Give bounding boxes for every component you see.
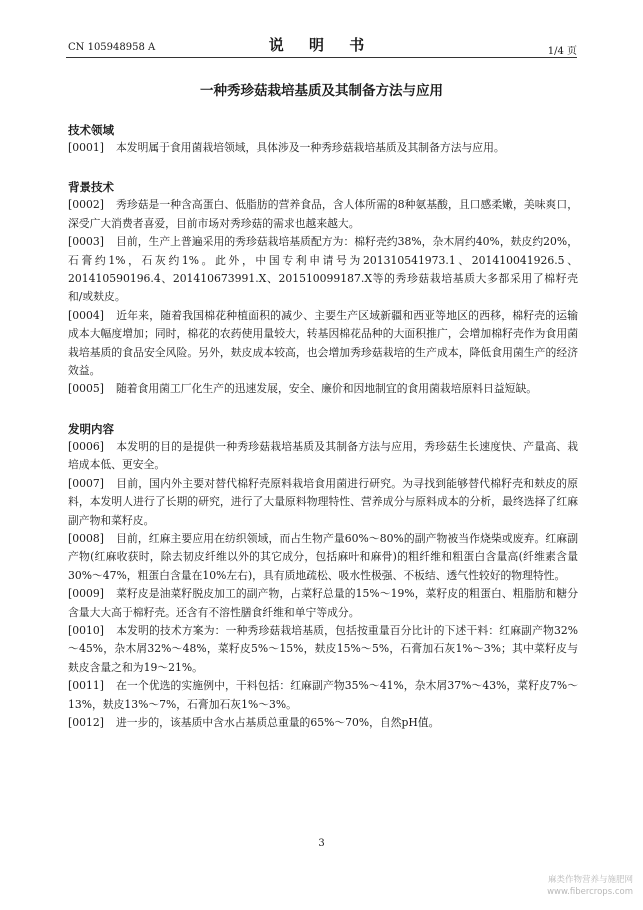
watermark [547, 874, 633, 898]
watermark-url: www.fibercrops.com [547, 887, 633, 897]
paragraph-number: [0004] [68, 308, 104, 322]
paragraph [68, 196, 578, 233]
paragraph [68, 438, 578, 475]
paragraph-text: 在一个优选的实施例中，干料包括：红麻副产物35%～41%，杂木屑37%～43%，菜籽皮7%～13%，麸皮13%～7%，石膏加石灰1%～3%。 [68, 679, 578, 711]
paragraph-text: 秀珍菇是一种含高蛋白、低脂肪的营养食品，含人体所需的8种氨基酸，且口感柔嫩，美味爽口，深受广大消费者喜爱，目前市场对秀珍菇的需求也越来越大。 [68, 198, 578, 230]
doc-type-label: 说 明 书 [268, 36, 375, 54]
publication-number: CN 105948958 A [68, 42, 156, 53]
section-summary [68, 420, 578, 733]
paragraph-number: [0011] [68, 679, 104, 693]
paragraph [68, 622, 578, 677]
paragraph-number: [0003] [68, 235, 104, 249]
paragraph [68, 475, 578, 530]
section-technical-field [68, 121, 578, 157]
paragraph-text: 目前，生产上普遍采用的秀珍菇栽培基质配方为：棉籽壳约38%，杂木屑约40%，麸皮约20%，石膏约1%，石灰约1%。此外，中国专利申请号为201310541973.1、201410041926.5、201410590196.4、201410673991.X、201510099187.X等的秀珍菇栽培基质大多都采用了棉籽壳和/或麸皮。 [68, 235, 578, 304]
paragraph-text: 目前，红麻主要应用在纺织领域，而占生物产量60%～80%的副产物被当作烧柴或废弃。红麻副产物(红麻收获时，除去韧皮纤维以外的其它成分，包括麻叶和麻骨)的粗纤维和粗蛋白含量高(纤维素含量30%～47%，粗蛋白含量在10%左右)，具有质地疏松、吸水性极强、不板结、透气性较好的物理特性。 [68, 531, 578, 582]
paragraph [68, 530, 578, 585]
paragraph [68, 677, 578, 714]
paragraph-number: [0012] [68, 715, 104, 729]
paragraph-number: [0010] [68, 623, 104, 637]
paragraph [68, 585, 578, 622]
paragraph [68, 139, 578, 157]
paragraph-number: [0002] [68, 198, 104, 212]
paragraph-number: [0006] [68, 439, 104, 453]
paragraph-text: 菜籽皮是油菜籽脱皮加工的副产物，占菜籽总量的15%～19%，菜籽皮的粗蛋白、粗脂肪和糖分含量大大高于棉籽壳。还含有不溶性膳食纤维和单宁等成分。 [68, 587, 578, 619]
section-heading: 技术领域 [68, 123, 114, 137]
paragraph [68, 714, 578, 732]
paragraph-number: [0007] [68, 476, 104, 490]
paragraph-text: 随着食用菌工厂化生产的迅速发展，安全、廉价和因地制宜的食用菌栽培原料日益短缺。 [116, 382, 538, 396]
paragraph [68, 307, 578, 381]
paragraph [68, 233, 578, 307]
paragraph-text: 本发明的技术方案为：一种秀珍菇栽培基质，包括按重量百分比计的下述干料：红麻副产物32%～45%，杂木屑32%～48%，菜籽皮5%～15%，麸皮15%～5%，石膏加石灰1%～3%；其中菜籽皮与麸皮含量之和为19～21%。 [68, 623, 578, 674]
paragraph-number: [0009] [68, 587, 104, 601]
document-body [68, 121, 578, 732]
header-divider [66, 57, 577, 58]
section-heading: 发明内容 [68, 421, 114, 436]
document-title: 一种秀珍菇栽培基质及其制备方法与应用 [200, 83, 443, 99]
paragraph-text: 目前，国内外主要对替代棉籽壳原料栽培食用菌进行研究。为寻找到能够替代棉籽壳和麸皮的原料，本发明人进行了长期的研究，进行了大量原料物理特性、营养成分与原料成本的分析，最终选择了红麻副产物和菜籽皮。 [68, 476, 578, 527]
paragraph-number: [0005] [68, 382, 104, 396]
paragraph-text: 进一步的，该基质中含水占基质总重量的65%～70%，自然pH值。 [116, 715, 440, 729]
watermark-line: 麻类作物营养与施肥网 [547, 875, 633, 885]
page-indicator: 1/4 页 [547, 46, 577, 57]
paragraph-text: 本发明的目的是提供一种秀珍菇栽培基质及其制备方法与应用，秀珍菇生长速度快、产量高、栽培成本低、更安全。 [68, 439, 578, 472]
paragraph-number: [0001] [68, 141, 104, 154]
paragraph-number: [0008] [68, 531, 104, 545]
paragraph-text: 本发明属于食用菌栽培领域，具体涉及一种秀珍菇栽培基质及其制备方法与应用。 [116, 141, 505, 154]
page-number: 3 [318, 838, 325, 849]
section-heading: 背景技术 [68, 180, 114, 195]
page-header [0, 0, 643, 60]
paragraph [68, 380, 578, 398]
paragraph-text: 近年来，随着我国棉花种植面积的减少、主要生产区域新疆和西亚等地区的西移，棉籽壳的运输成本大幅度增加；同时，棉花的农药使用量较大，转基因棉花品种的大面积推广，会增加棉籽壳作为食用菌栽培基质的食品安全风险。另外，麸皮成本较高，也会增加秀珍菇栽培的生产成本，降低食用菌生产的经济效益。 [68, 308, 578, 378]
section-background [68, 178, 578, 398]
